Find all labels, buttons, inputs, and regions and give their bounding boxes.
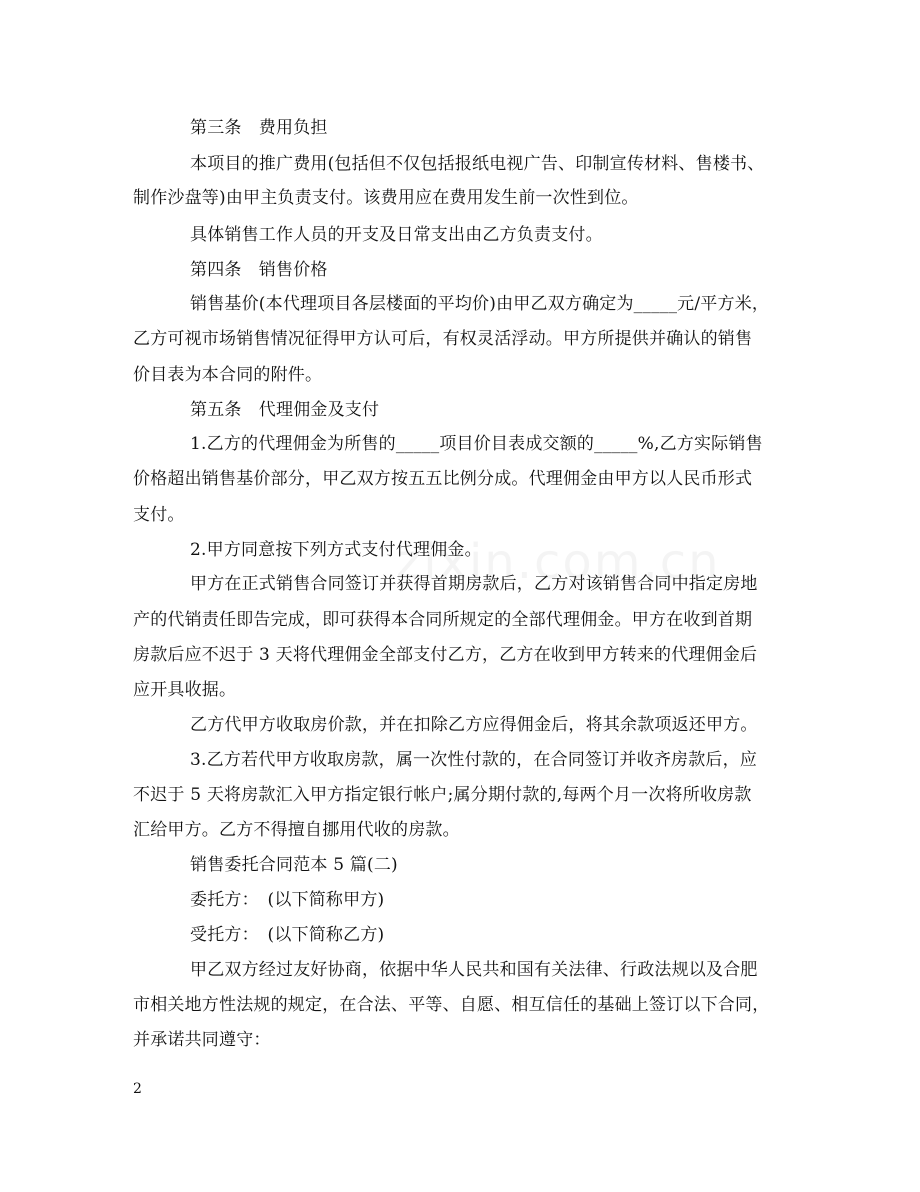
line-2: 本项目的推广费用(包括但不仅包括报纸电视广告、印制宣传材料、售楼书、 [190,154,765,174]
line-9: 第五条 代理佣金及支付 [190,400,380,420]
line-11: 价格超出销售基价部分，甲乙双方按五五比例分成。代理佣金由甲方以人民币形式 [133,469,753,489]
line-8: 价目表为本合同的附件。 [133,365,323,385]
line-3: 制作沙盘等)由甲主负责支付。该费用应在费用发生前一次性到位。 [133,188,639,208]
line-13: 2.甲方同意按下列方式支付代理佣金。 [190,540,482,560]
page-number: 2 [133,1081,142,1097]
line-27: 并承诺共同遵守： [133,1030,271,1050]
line-4: 具体销售工作人员的开支及日常支出由乙方负责支付。 [190,225,603,245]
line-16: 房款后应不迟于 3 天将代理佣金全部支付乙方，乙方在收到甲方转来的代理佣金后 [133,645,758,665]
line-6: 销售基价(本代理项目各层楼面的平均价)由甲乙双方确定为_____元/平方米， [190,294,770,314]
line-17: 应开具收据。 [133,680,237,700]
line-21: 汇给甲方。乙方不得擅自挪用代收的房款。 [133,820,460,840]
line-20: 不迟于 5 天将房款汇入甲方指定银行帐户;属分期付款的,每两个月一次将所收房款 [133,785,752,805]
line-24: 受托方： (以下简称乙方) [190,925,385,945]
line-23: 委托方： (以下简称甲方) [190,890,385,910]
line-5: 第四条 销售价格 [190,260,328,280]
line-10: 1.乙方的代理佣金为所售的_____项目价目表成交额的_____%,乙方实际销售 [190,434,763,454]
line-7: 乙方可视市场销售情况征得甲方认可后，有权灵活浮动。甲方所提供并确认的销售 [133,329,753,349]
line-26: 市相关地方性法规的规定，在合法、平等、自愿、相互信任的基础上签订以下合同， [133,995,770,1015]
line-14: 甲方在正式销售合同签订并获得首期房款后，乙方对该销售合同中指定房地 [190,574,758,594]
line-18: 乙方代甲方收取房价款，并在扣除乙方应得佣金后，将其余款项返还甲方。 [190,715,758,735]
line-25: 甲乙双方经过友好协商，依据中华人民共和国有关法律、行政法规以及合肥 [190,960,758,980]
line-22: 销售委托合同范本 5 篇(二) [190,855,398,875]
line-15: 产的代销责任即告完成，即可获得本合同所规定的全部代理佣金。甲方在收到首期 [133,610,753,630]
line-19: 3.乙方若代甲方收取房款，属一次性付款的，在合同签订并收齐房款后，应 [190,750,758,770]
line-1: 第三条 费用负担 [190,118,328,138]
line-12: 支付。 [133,505,185,525]
